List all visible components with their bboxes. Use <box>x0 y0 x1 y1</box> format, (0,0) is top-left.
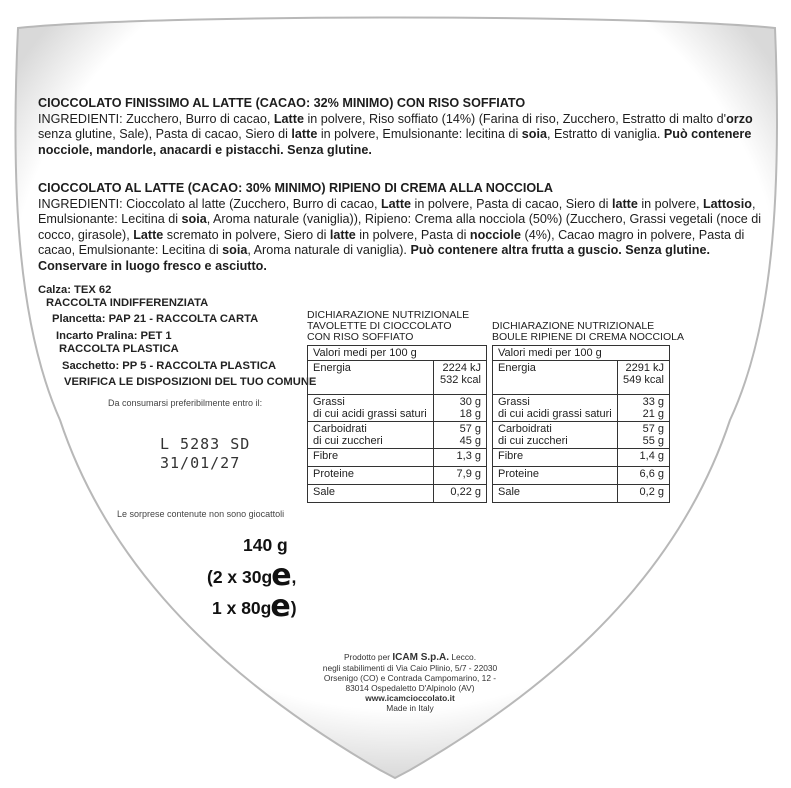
nutrition-1-title-line-2: TAVOLETTE DI CIOCCOLATO <box>307 320 452 332</box>
row-label: Proteine <box>308 467 434 485</box>
row-value: 0,2 g <box>617 485 669 503</box>
net-weight-breakdown-2: 1 x 80ge) <box>212 589 297 625</box>
expiry-date: 31/01/27 <box>160 454 241 472</box>
table-row <box>308 422 487 449</box>
ingredient-segment: Latte <box>380 196 412 211</box>
ingredient-segment: latte <box>291 127 318 142</box>
best-before-label: Da consumarsi preferibilmente entro il: <box>108 398 263 408</box>
nutrition-table-1 <box>307 345 487 503</box>
ingredient-segment: in polvere, Riso soffiato (14%) (Farina di riso, Zucchero, Estratto di malto d' <box>303 111 727 126</box>
ingredient-segment: in polvere, Pasta di cacao, Siero di <box>411 196 612 211</box>
table-row <box>308 361 487 395</box>
row-value: 33 g 21 g <box>617 395 669 422</box>
nutrition-1-title-line-1: DICHIARAZIONE NUTRIZIONALE <box>307 309 470 321</box>
table-row <box>308 449 487 467</box>
ingredient-segment: senza glutine, Sale), Pasta di cacao, Siero di <box>38 127 292 142</box>
made-in-label: Made in Italy <box>386 703 434 713</box>
row-value: 1,3 g <box>434 449 487 467</box>
nutrition-2-title-line-2: BOULE RIPIENE DI CREMA NOCCIOLA <box>492 331 684 343</box>
ingredient-segment: latte <box>329 227 356 242</box>
table-row <box>308 346 487 361</box>
ingredient-segment: INGREDIENTI: Zucchero, Burro di cacao, <box>38 111 274 126</box>
nutrition-1-title-line-3: CON RISO SOFFIATO <box>307 331 414 343</box>
ingredient-segment: , Aroma naturale di vaniglia). <box>247 243 411 258</box>
ingredient-segment: Latte <box>133 227 164 242</box>
recycling-line-3: Plancetta: PAP 21 - RACCOLTA CARTA <box>52 313 259 325</box>
row-value: 2291 kJ 549 kcal <box>617 361 669 395</box>
row-label: Energia <box>493 361 618 395</box>
footer-line-3: Orsenigo (CO) e Contrada Campomarino, 12 - <box>323 673 497 683</box>
ingredient-segment: soia <box>521 127 547 142</box>
row-label: Sale <box>308 485 434 503</box>
ingredient-segment: nocciole <box>469 227 521 242</box>
table-row <box>493 395 670 422</box>
ingredient-segment: INGREDIENTI: Cioccolato al latte (Zucchero, Burro di cacao, <box>38 196 381 211</box>
row-value: 30 g 18 g <box>434 395 487 422</box>
nutrition-block-1 <box>307 310 487 503</box>
lot-number: L 5283 SD <box>160 435 251 453</box>
nutrition-block-2 <box>492 321 684 503</box>
e-mark-icon: e <box>271 558 292 594</box>
ingredient-segment: scremato in polvere, Siero di <box>163 227 330 242</box>
recycling-line-1: Calza: TEX 62 <box>38 284 112 296</box>
ingredient-segment: latte <box>611 196 638 211</box>
product-1-section <box>38 96 768 158</box>
recycling-line-4: Incarto Pralina: PET 1 <box>56 330 172 342</box>
footer-line-1: Prodotto per ICAM S.p.A. Lecco. <box>343 652 477 663</box>
table-row <box>493 485 670 503</box>
row-value: 6,6 g <box>617 467 669 485</box>
ingredient-segment: , Aroma naturale (vaniglia)), Ripieno: Crema alla nocciola (50%) (Zucchero, Grassi vegetali (noce di cocco, girasole), <box>38 212 762 242</box>
ingredient-segment: Lattosio <box>702 196 752 211</box>
ingredient-segment: soia <box>222 243 248 258</box>
product-1-ingredients <box>38 112 768 159</box>
product-2-ingredients <box>38 197 768 275</box>
table-row <box>308 485 487 503</box>
website-link[interactable]: www.icamcioccolato.it <box>365 693 455 703</box>
table-header: Valori medi per 100 g <box>493 346 670 361</box>
recycling-line-2: RACCOLTA INDIFFERENZIATA <box>46 297 209 309</box>
footer-line-2: negli stabilimenti di Via Caio Plinio, 5/7 - 22030 <box>322 663 498 673</box>
row-label: Sale <box>493 485 618 503</box>
table-row <box>493 467 670 485</box>
ingredient-segment: soia <box>181 212 207 227</box>
net-weight-total: 140 g <box>243 535 288 555</box>
row-value: 57 g 55 g <box>617 422 669 449</box>
recycling-line-5: RACCOLTA PLASTICA <box>59 343 179 355</box>
e-mark-icon: e <box>270 589 291 625</box>
row-value: 7,9 g <box>434 467 487 485</box>
ingredient-segment: orzo <box>726 111 753 126</box>
toys-note: Le sorprese contenute non sono giocattoli <box>117 509 285 519</box>
row-label: Fibre <box>493 449 618 467</box>
row-value: 1,4 g <box>617 449 669 467</box>
weight-line-2: (2 x 30g <box>207 567 273 587</box>
ingredient-segment: (4%), Cacao magro in polvere, Pasta di cacao, Emulsionante: Lecitina di <box>38 227 745 258</box>
row-value: 2224 kJ 532 kcal <box>434 361 487 395</box>
net-weight-breakdown-1: (2 x 30ge, <box>207 558 297 594</box>
product-2-section <box>38 181 768 275</box>
row-label: Proteine <box>493 467 618 485</box>
recycling-line-7: VERIFICA LE DISPOSIZIONI DEL TUO COMUNE <box>64 376 317 388</box>
ingredient-segment: in polvere, Pasta di <box>355 227 470 242</box>
product-1-title: CIOCCOLATO FINISSIMO AL LATTE (CACAO: 32% MINIMO) CON RISO SOFFIATO <box>38 96 526 110</box>
ingredient-segment: Può contenere altra frutta a guscio. Senza glutine. Conservare in luogo fresco e asciutto. <box>38 243 710 273</box>
nutrition-2-title-line-1: DICHIARAZIONE NUTRIZIONALE <box>492 320 655 332</box>
row-label: Grassi di cui acidi grassi saturi <box>493 395 618 422</box>
ingredient-segment: in polvere, Emulsionante: lecitina di <box>317 127 522 142</box>
row-value: 0,22 g <box>434 485 487 503</box>
row-label: Grassi di cui acidi grassi saturi <box>308 395 434 422</box>
ingredient-segment: Può contenere nocciole, mandorle, anacardi e pistacchi. Senza glutine. <box>38 127 752 157</box>
row-label: Carboidrati di cui zuccheri <box>493 422 618 449</box>
nutrition-table-2 <box>492 345 670 503</box>
ingredient-segment: , Estratto di vaniglia. <box>546 127 664 142</box>
footer-line-4: 83014 Ospedaletto D'Alpinolo (AV) <box>345 683 475 693</box>
row-label: Carboidrati di cui zuccheri <box>308 422 434 449</box>
ingredient-segment: in polvere, <box>637 196 703 211</box>
weight-line-3: 1 x 80g <box>212 598 272 618</box>
row-label: Energia <box>308 361 434 395</box>
table-header: Valori medi per 100 g <box>308 346 487 361</box>
table-row <box>308 395 487 422</box>
table-row <box>493 346 670 361</box>
row-label: Fibre <box>308 449 434 467</box>
table-row <box>308 467 487 485</box>
table-row <box>493 449 670 467</box>
ingredient-segment: Latte <box>273 111 304 126</box>
ingredient-segment: , Emulsionante: Lecitina di <box>38 196 756 227</box>
product-2-title: CIOCCOLATO AL LATTE (CACAO: 30% MINIMO) RIPIENO DI CREMA ALLA NOCCIOLA <box>38 181 553 195</box>
company-name: ICAM S.p.A. <box>392 652 450 663</box>
table-row <box>493 422 670 449</box>
recycling-line-6: Sacchetto: PP 5 - RACCOLTA PLASTICA <box>62 360 277 372</box>
row-value: 57 g 45 g <box>434 422 487 449</box>
table-row <box>493 361 670 395</box>
manufacturer-footer <box>290 652 530 713</box>
